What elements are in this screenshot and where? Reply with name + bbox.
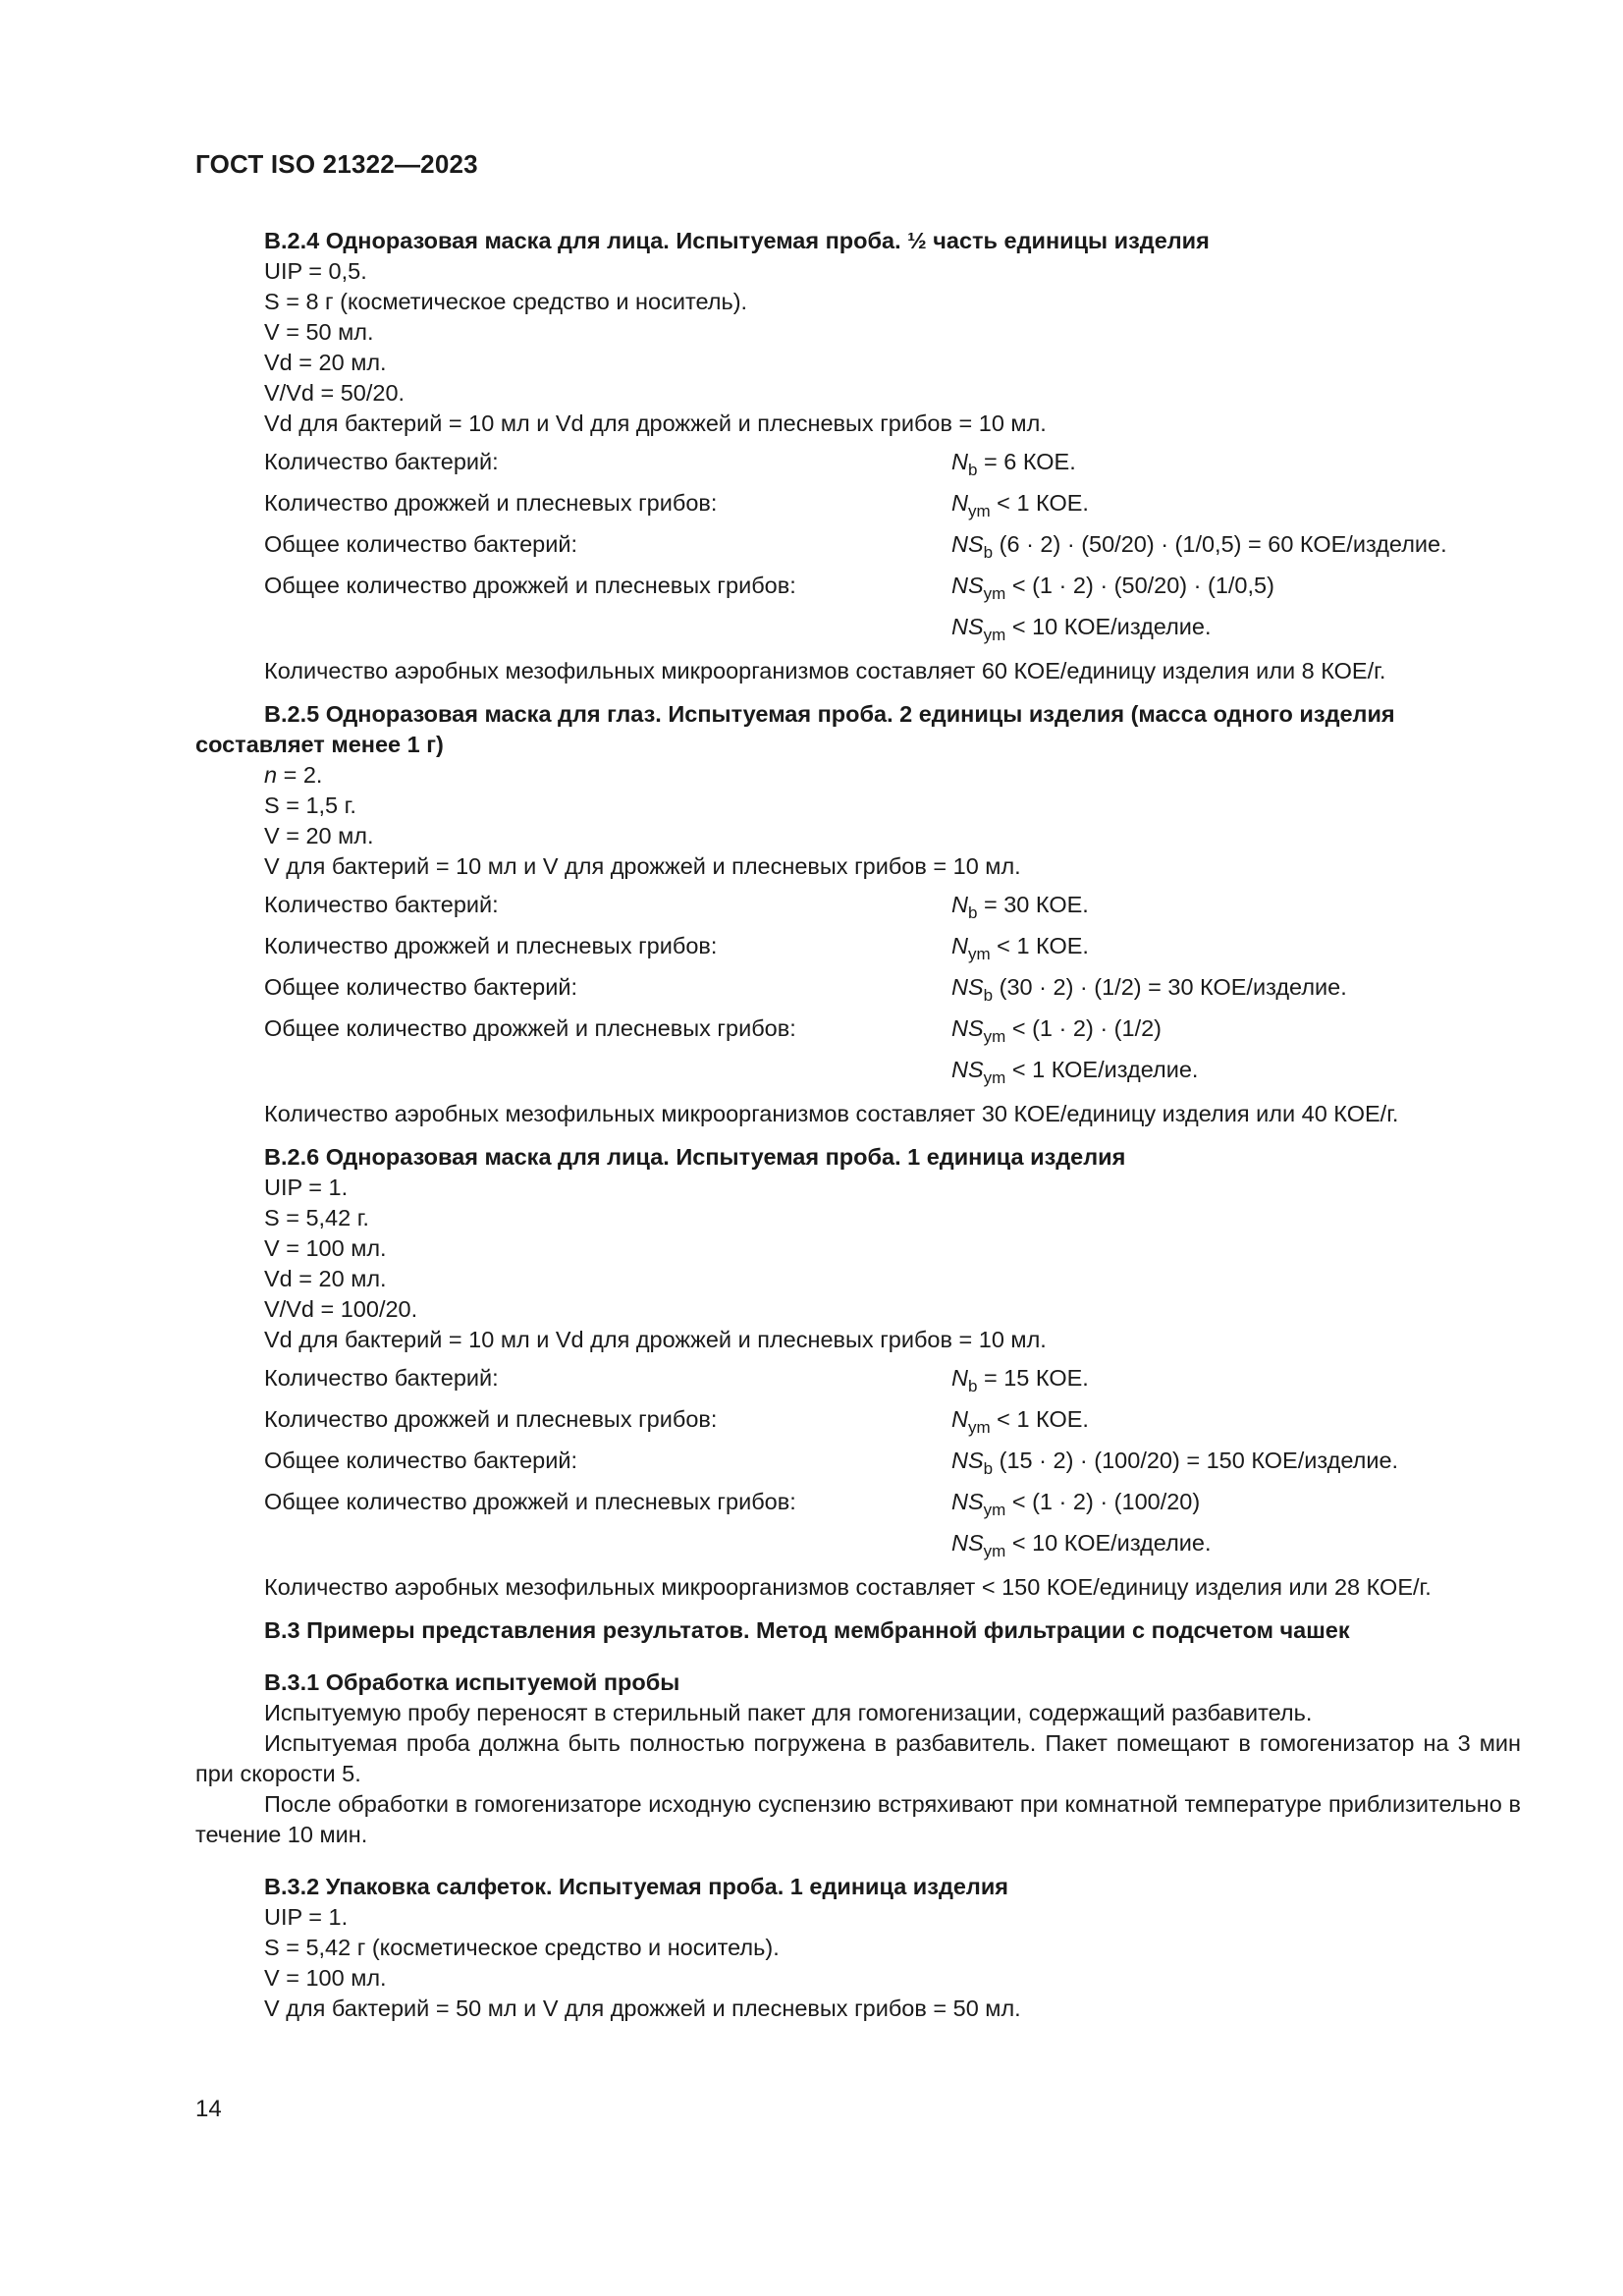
param-line: Vd = 20 мл.: [264, 350, 387, 375]
result-label: Количество бактерий:: [264, 449, 499, 474]
param-line: V = 100 мл.: [264, 1965, 387, 1991]
result-label: Общее количество дрожжей и плесневых грибов:: [264, 1015, 796, 1041]
section-heading-b24: B.2.4 Одноразовая маска для лица. Испытуемая проба. ½ часть единицы изделия: [264, 228, 1210, 253]
param-line: Vd для бактерий = 10 мл и Vd для дрожжей и плесневых грибов = 10 мл.: [264, 410, 1047, 436]
paragraph: После обработки в гомогенизаторе исходную суспензию встряхивают при комнатной температуре приблизительно в течение 10 мин.: [195, 1791, 1521, 1847]
param-line: S = 1,5 г.: [264, 793, 356, 818]
result-row: [264, 529, 1521, 571]
result-value: $NS_{ym} < (1 \cdot 2) \cdot (100/20)$: [951, 1489, 1201, 1519]
result-value: $N_b = 15$ КОЕ.: [951, 1365, 1089, 1395]
section-heading-b3: B.3 Примеры представления результатов. Метод мембранной фильтрации с подсчетом чашек: [264, 1617, 1350, 1643]
summary-line-b26: Количество аэробных мезофильных микроорганизмов составляет < 150 КОЕ/единицу изделия или 28 КОЕ/г.: [264, 1574, 1432, 1600]
param-line: Vd для бактерий = 10 мл и Vd для дрожжей и плесневых грибов = 10 мл.: [264, 1327, 1047, 1352]
result-value: $NS_{ym} < 10$ КОЕ/изделие.: [951, 614, 1212, 644]
paragraph: Испытуемая проба должна быть полностью погружена в разбавитель. Пакет помещают в гомогенизатор на 3 мин при скорости 5.: [195, 1730, 1521, 1786]
result-row: [264, 890, 1521, 931]
section-heading-b31: B.3.1 Обработка испытуемой пробы: [264, 1669, 680, 1695]
result-value: $NS_{ym} < (1 \cdot 2) \cdot (1/2)$: [951, 1015, 1162, 1046]
param-line: UIP = 1.: [264, 1175, 349, 1200]
standard-header: ГОСТ ISO 21322—2023: [195, 149, 478, 179]
results-grid-b26: [195, 1363, 1521, 1569]
param-line: S = 5,42 г.: [264, 1205, 369, 1230]
result-value: $N_b = 6$ КОЕ.: [951, 449, 1076, 479]
result-label: Общее количество дрожжей и плесневых грибов:: [264, 573, 796, 598]
param-line: n = 2.: [264, 762, 323, 788]
result-label: Количество бактерий:: [264, 1365, 499, 1391]
result-value: $N_{ym} < 1$ КОЕ.: [951, 490, 1089, 520]
section-heading-b26: B.2.6 Одноразовая маска для лица. Испытуемая проба. 1 единица изделия: [264, 1144, 1126, 1170]
result-value: $NS_b$ (30 · 2) · (1/2) = 30 КОЕ/изделие.: [951, 974, 1347, 1005]
result-label: Общее количество дрожжей и плесневых грибов:: [264, 1489, 796, 1514]
result-value: $N_{ym} < 1$ КОЕ.: [951, 1406, 1089, 1437]
results-grid-b24: [195, 447, 1521, 653]
result-value: $NS_{ym} < 10$ КОЕ/изделие.: [951, 1530, 1212, 1560]
result-label: Общее количество бактерий:: [264, 1448, 578, 1473]
result-row: [264, 571, 1521, 612]
result-row: [264, 1446, 1521, 1487]
result-label: Количество дрожжей и плесневых грибов:: [264, 490, 718, 516]
result-row: [264, 488, 1521, 529]
result-value: $N_{ym} < 1$ КОЕ.: [951, 933, 1089, 963]
param-line: Vd = 20 мл.: [264, 1266, 387, 1291]
result-value: $NS_{ym} < (1 \cdot 2) \cdot (50/20) \cdot (1/0,5)$: [951, 573, 1274, 603]
result-row: [264, 1363, 1521, 1404]
param-line: V = 100 мл.: [264, 1235, 387, 1261]
result-value: $NS_b$ (15 · 2) · (100/20) = 150 КОЕ/изделие.: [951, 1448, 1399, 1478]
param-line: V для бактерий = 50 мл и V для дрожжей и плесневых грибов = 50 мл.: [264, 1995, 1021, 2021]
results-grid-b25: [195, 890, 1521, 1096]
param-line: S = 8 г (косметическое средство и носитель).: [264, 289, 748, 314]
result-row: [264, 1404, 1521, 1446]
result-row: [264, 1528, 1521, 1569]
param-line: UIP = 1.: [264, 1904, 349, 1930]
result-row: [264, 972, 1521, 1013]
section-heading-b32: B.3.2 Упаковка салфеток. Испытуемая проба. 1 единица изделия: [264, 1874, 1009, 1899]
page-number: 14: [195, 2096, 222, 2122]
page-content: [195, 226, 1521, 2024]
summary-line-b24: Количество аэробных мезофильных микроорганизмов составляет 60 КОЕ/единицу изделия или 8 КОЕ/г.: [264, 658, 1386, 683]
result-label: Количество дрожжей и плесневых грибов:: [264, 1406, 718, 1432]
result-row: [264, 931, 1521, 972]
result-label: Общее количество бактерий:: [264, 974, 578, 1000]
param-line: V для бактерий = 10 мл и V для дрожжей и плесневых грибов = 10 мл.: [264, 853, 1021, 879]
result-label: Количество дрожжей и плесневых грибов:: [264, 933, 718, 958]
paragraph: Испытуемую пробу переносят в стерильный пакет для гомогенизации, содержащий разбавитель.: [264, 1700, 1313, 1725]
result-row: [264, 1487, 1521, 1528]
result-label: Общее количество бактерий:: [264, 531, 578, 557]
result-value: $N_b = 30$ КОЕ.: [951, 892, 1089, 922]
param-line: V/Vd = 50/20.: [264, 380, 406, 406]
result-label: Количество бактерий:: [264, 892, 499, 917]
result-row: [264, 1013, 1521, 1055]
result-row: [264, 447, 1521, 488]
param-line: V = 50 мл.: [264, 319, 374, 345]
result-value: $NS_{ym} < 1$ КОЕ/изделие.: [951, 1057, 1199, 1087]
section-heading-b25: B.2.5 Одноразовая маска для глаз. Испытуемая проба. 2 единицы изделия (масса одного изделия составляет менее 1 г): [195, 701, 1395, 757]
param-line: V = 20 мл.: [264, 823, 374, 848]
summary-line-b25: Количество аэробных мезофильных микроорганизмов составляет 30 КОЕ/единицу изделия или 40 КОЕ/г.: [264, 1101, 1399, 1126]
result-row: [264, 1055, 1521, 1096]
result-value: $NS_b$ (6 · 2) · (50/20) · (1/0,5) = 60 КОЕ/изделие.: [951, 531, 1447, 562]
result-row: [264, 612, 1521, 653]
param-line: V/Vd = 100/20.: [264, 1296, 418, 1322]
param-line: S = 5,42 г (косметическое средство и носитель).: [264, 1935, 780, 1960]
param-line: UIP = 0,5.: [264, 258, 367, 284]
